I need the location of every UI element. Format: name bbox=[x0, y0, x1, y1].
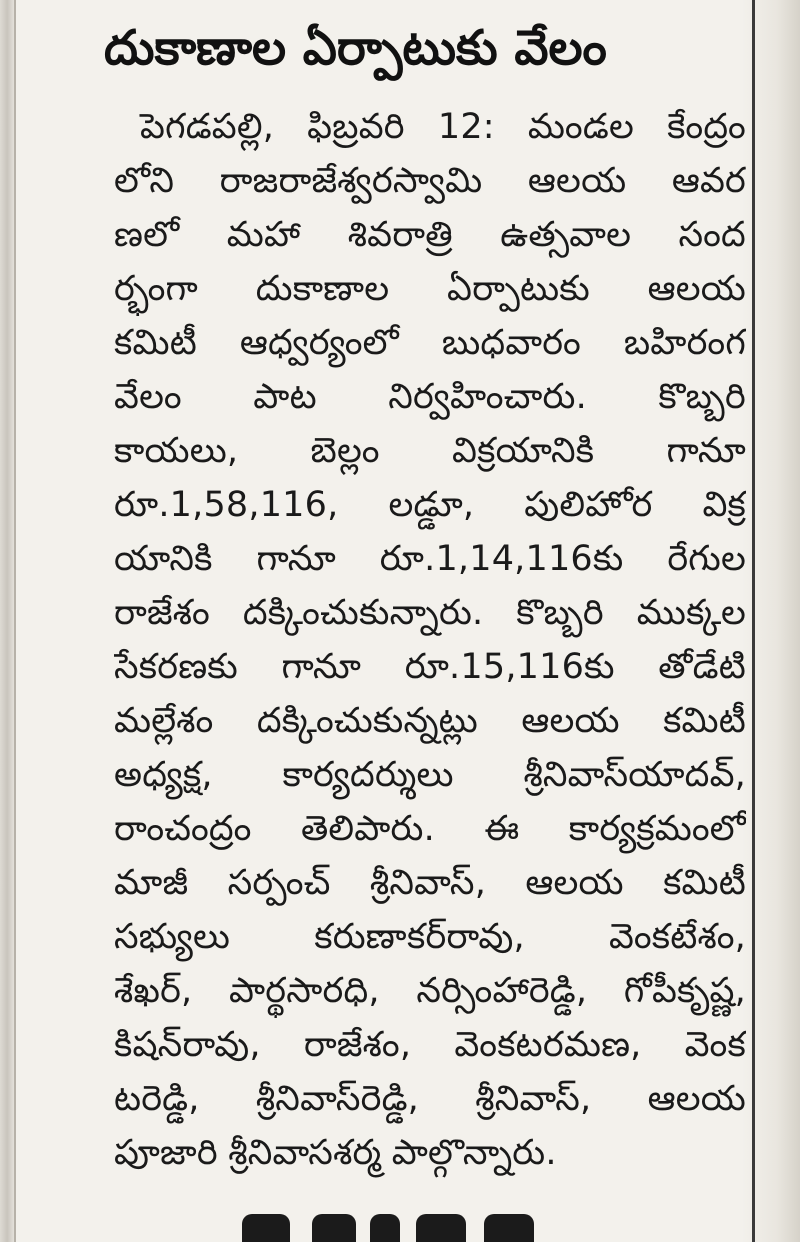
newspaper-column bbox=[60, 0, 746, 1242]
article-word: కిషన్‌రావు, bbox=[114, 1025, 261, 1065]
article-word: బుధవారం bbox=[441, 323, 581, 363]
article-body bbox=[114, 100, 746, 1180]
article-word: తెలిపారు. bbox=[300, 809, 435, 849]
article-word: విక్రయానికి bbox=[452, 431, 595, 471]
article-line bbox=[114, 1126, 746, 1180]
article-word: శేఖర్, bbox=[114, 971, 193, 1011]
article-word: కొబ్బరి bbox=[516, 593, 604, 633]
article-word: మండల bbox=[527, 107, 634, 147]
article-word: పాల్గొన్నారు. bbox=[391, 1133, 557, 1173]
article-line bbox=[114, 586, 746, 640]
article-word: కేంద్రం bbox=[667, 107, 746, 147]
article-word: రాంచంద్రం bbox=[114, 809, 252, 849]
article-word: ఆవర bbox=[671, 161, 746, 201]
article-line bbox=[114, 640, 746, 694]
article-word: శ్రీనివాస్‌రెడ్డి, bbox=[255, 1079, 420, 1119]
article-word: కొబ్బరి bbox=[658, 377, 746, 417]
article-word: శ్రీనివాస్‌యాదవ్, bbox=[523, 755, 746, 795]
article-word: వెంకటరమణ, bbox=[454, 1025, 642, 1065]
article-word: ఆలయ bbox=[525, 863, 624, 903]
cropped-headline-glyph bbox=[242, 1214, 290, 1242]
article-line bbox=[114, 370, 746, 424]
article-word: రాజరాజేశ్వరస్వామి bbox=[219, 161, 483, 201]
article-word: ణలో bbox=[114, 215, 180, 255]
cropped-headline-glyph bbox=[370, 1214, 400, 1242]
article-word: వెంక bbox=[684, 1025, 746, 1065]
article-word: మాజీ bbox=[114, 863, 189, 903]
right-column-rule bbox=[742, 0, 800, 1242]
article-word: సేకరణకు bbox=[114, 647, 238, 687]
article-word: కార్యక్రమంలో bbox=[568, 809, 746, 849]
next-article-headline-fragment bbox=[236, 1208, 556, 1242]
article-line bbox=[114, 532, 746, 586]
article-word: గోపీకృష్ణ, bbox=[623, 971, 746, 1011]
article-line bbox=[114, 316, 746, 370]
article-line bbox=[114, 910, 746, 964]
article-word: విక్ర bbox=[702, 485, 746, 525]
left-column-rule bbox=[0, 0, 16, 1242]
article-word: రాజేశం bbox=[114, 593, 210, 633]
article-word: ఈ bbox=[484, 809, 520, 849]
article-line bbox=[114, 424, 746, 478]
article-word: రూ.15,116కు bbox=[404, 647, 615, 687]
article-word: కరుణాకర్‌రావు, bbox=[314, 917, 525, 957]
article-word: పులిహోర bbox=[524, 485, 653, 525]
article-word: కమిటీ bbox=[663, 863, 746, 903]
cropped-headline-glyph bbox=[416, 1214, 466, 1242]
article-word: సర్పంచ్ bbox=[227, 863, 331, 903]
article-word: దక్కించుకున్నారు. bbox=[242, 593, 484, 633]
article-word: కమిటీ bbox=[114, 323, 197, 363]
article-word: దక్కించుకున్నట్లు bbox=[256, 701, 478, 741]
article-word: మల్లేశం bbox=[114, 701, 214, 741]
article-word: గానూ bbox=[666, 431, 746, 471]
article-word: నర్సింహారెడ్డి, bbox=[416, 971, 588, 1011]
article-word: కాయలు, bbox=[114, 431, 239, 471]
article-word: ఆలయ bbox=[521, 701, 620, 741]
article-word: ముక్కల bbox=[636, 593, 746, 633]
article-word: రూ.1,58,116, bbox=[114, 485, 339, 525]
article-word: రేగుల bbox=[667, 539, 746, 579]
article-word: లడ్డూ, bbox=[388, 485, 475, 525]
article-line bbox=[114, 154, 746, 208]
article-word: మహా bbox=[226, 215, 301, 255]
article-line bbox=[114, 262, 746, 316]
article-word: అధ్యక్ష, bbox=[114, 755, 213, 795]
article-word: 12: bbox=[437, 107, 495, 147]
article-word: దుకాణాల bbox=[255, 269, 390, 309]
article-word: శ్రీనివాసశర్మ bbox=[228, 1133, 382, 1173]
article-word: పార్థసారధి, bbox=[229, 971, 380, 1011]
article-word: ఫిబ్రవరి bbox=[307, 107, 405, 147]
article-word: ఆలయ bbox=[527, 161, 627, 201]
article-word: ఆలయ bbox=[647, 269, 746, 309]
article-line bbox=[114, 478, 746, 532]
article-word: రూ.1,14,116కు bbox=[379, 539, 624, 579]
article-line bbox=[114, 1018, 746, 1072]
article-word: వేలం bbox=[114, 377, 182, 417]
article-word: శివరాత్రి bbox=[347, 215, 453, 255]
article-headline: దుకాణాల ఏర్పాటుకు వేలం bbox=[104, 20, 607, 76]
article-word: లోని bbox=[114, 161, 175, 201]
article-word: వెంకటేశం, bbox=[608, 917, 746, 957]
article-word: శ్రీనివాస్, bbox=[475, 1079, 592, 1119]
article-word: కమిటీ bbox=[663, 701, 746, 741]
article-word: సంద bbox=[678, 215, 746, 255]
article-line bbox=[114, 748, 746, 802]
article-word: బహిరంగ bbox=[623, 323, 746, 363]
article-word: ఏర్పాటుకు bbox=[446, 269, 590, 309]
article-word: ర్భంగా bbox=[114, 269, 198, 309]
cropped-headline-glyph bbox=[312, 1214, 356, 1242]
article-line bbox=[114, 208, 746, 262]
article-word: గానూ bbox=[281, 647, 362, 687]
article-word: నిర్వహించారు. bbox=[388, 377, 587, 417]
article-line bbox=[114, 964, 746, 1018]
article-word: కార్యదర్శులు bbox=[282, 755, 454, 795]
article-line bbox=[114, 856, 746, 910]
article-word: శ్రీనివాస్, bbox=[369, 863, 487, 903]
article-line bbox=[114, 694, 746, 748]
article-word: రాజేశం, bbox=[303, 1025, 412, 1065]
article-word: యానికి bbox=[114, 539, 213, 579]
article-word: సభ్యులు bbox=[114, 917, 231, 957]
article-word: బెల్లం bbox=[310, 431, 380, 471]
article-word: ఉత్సవాల bbox=[500, 215, 632, 255]
article-word: ఆధ్వర్యంలో bbox=[239, 323, 399, 363]
article-word: తోడేటి bbox=[658, 647, 746, 687]
article-line bbox=[114, 802, 746, 856]
article-word: ఆలయ bbox=[647, 1079, 746, 1119]
article-word: గానూ bbox=[256, 539, 336, 579]
article-line bbox=[114, 100, 746, 154]
article-word: పాట bbox=[253, 377, 317, 417]
article-line bbox=[114, 1072, 746, 1126]
article-word: పూజారి bbox=[114, 1133, 218, 1173]
article-word: పెగడపల్లి, bbox=[140, 107, 275, 147]
cropped-headline-glyph bbox=[484, 1214, 534, 1242]
article-word: టరెడ్డి, bbox=[114, 1079, 200, 1119]
